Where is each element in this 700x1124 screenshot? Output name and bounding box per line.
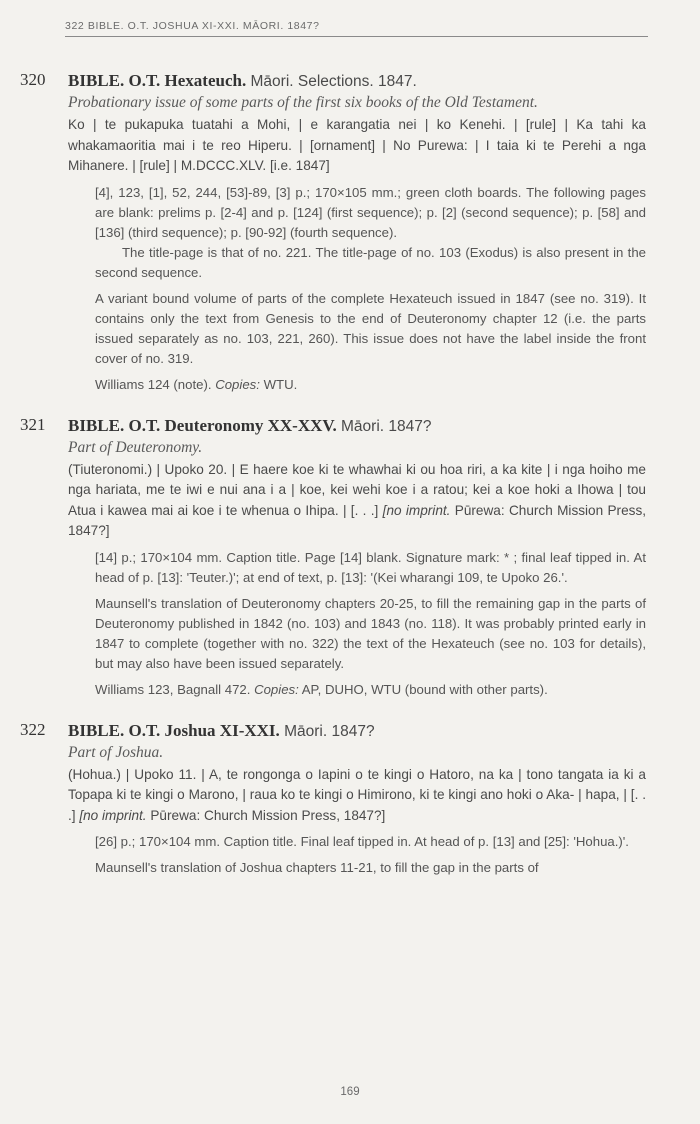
translation-note: Maunsell's translation of Deuteronomy chapters 20-25, to fill the remaining gap in the parts of Deuteronomy published in 1842 (no. 103) and 1843 (no. 118). It was probably printed early in 1847 to complete (together with no. 322) the text of the Hexateuch (see no. 103 for details), but may also have been issued separately. bbox=[95, 595, 646, 671]
entries bbox=[0, 70, 700, 898]
entry-heading bbox=[68, 70, 646, 93]
title-page-note: The title-page is that of no. 221. The title-page of no. 103 (Exodus) is also present in the second sequence. bbox=[95, 244, 646, 280]
no-imprint-label: [no imprint. bbox=[75, 807, 147, 823]
refs-text: Williams 123, Bagnall 472. bbox=[95, 681, 251, 697]
title-transcription bbox=[68, 460, 646, 542]
entry-body bbox=[68, 415, 646, 700]
entry-number: 321 bbox=[20, 414, 46, 434]
entry-subtitle: Part of Deuteronomy. bbox=[68, 438, 203, 456]
collation-note: [14] p.; 170×104 mm. Caption title. Page [14] blank. Signature mark: * ; final leaf tipped in. At head of p. [13]: 'Teuter.)'; at end of text, p. [13]: '(Kei wharangi 109, te Upoko 26.'. bbox=[95, 549, 646, 585]
entry-heading bbox=[68, 720, 646, 743]
variant-note: A variant bound volume of parts of the complete Hexateuch issued in 1847 (see no. 319). It contains only the text from Genesis to the end of Deuteronomy chapter 12 (i.e. the parts issued separately as no. 103, 221, 260). This issue does not have the label inside the front cover of no. 319. bbox=[95, 290, 646, 366]
entry-number: 322 bbox=[20, 719, 46, 739]
entry-title: BIBLE. O.T. Hexateuch. bbox=[68, 71, 247, 90]
imprint-text: Pūrewa: Church Mission Press, 1847?] bbox=[68, 502, 647, 538]
entry-321 bbox=[0, 415, 700, 700]
copies-list: WTU. bbox=[259, 376, 298, 392]
no-imprint-label: [no imprint. bbox=[378, 502, 451, 518]
refs-text: Williams 124 (note). bbox=[95, 376, 212, 392]
entry-title: BIBLE. O.T. Joshua XI-XXI. bbox=[68, 720, 280, 740]
entry-title-rest: Māori. 1847? bbox=[336, 417, 432, 435]
entry-subtitle: Part of Joshua. bbox=[68, 743, 164, 761]
title-transcription bbox=[68, 765, 646, 827]
copies-label: Copies: bbox=[254, 681, 299, 697]
entry-body bbox=[68, 70, 646, 395]
entry-title: BIBLE. O.T. Deuteronomy XX-XXV. bbox=[68, 415, 337, 435]
entry-number: 320 bbox=[20, 70, 46, 89]
collation-note: [4], 123, [1], 52, 244, [53]-89, [3] p.; 170×105 mm.; green cloth boards. The following pages are blank: prelims p. [2-4] and p. [124] (first sequence); p. [2] (second sequence); p. [58] and [136] (third sequence); p. [90-92] (fourth sequence). bbox=[95, 184, 646, 240]
entry-title-rest: Māori. Selections. 1847. bbox=[246, 73, 417, 90]
entry-body bbox=[68, 720, 646, 879]
entry-heading bbox=[68, 415, 646, 438]
title-transcription: Ko | te pukapuka tuatahi a Mohi, | e karangatia nei | ko Kenehi. | [rule] | Ka tahi ka whakamaoritia mai i te reo Hiperu. | [ornament] | No Purewa: | I taia ki te Perehi a nga Mihanere. | [rule] | M.DCCC.XLV. [i.e. 1847] bbox=[68, 117, 646, 173]
running-head: 322 BIBLE. O.T. JOSHUA XI-XXI. MĀORI. 1847? bbox=[65, 20, 648, 37]
transcription-text: (Hohua.) | Upoko 11. | A, te rongonga o Iapini o te kingi o Hatoro, na ka | tono tangata ia ki a Topapa ki te kingi o Marono, | raua ko te kingi o Himirono, ki te kingi ano hoki o Aka- | hapa, | [. . .] bbox=[68, 766, 646, 823]
entry-title-rest: Māori. 1847? bbox=[279, 722, 375, 740]
references bbox=[95, 680, 646, 700]
entry-322 bbox=[0, 720, 700, 879]
imprint-text: Pūrewa: Church Mission Press, 1847?] bbox=[146, 807, 386, 823]
copies-label: Copies: bbox=[215, 376, 260, 392]
entry-320 bbox=[0, 70, 700, 395]
entry-subtitle: Probationary issue of some parts of the first six books of the Old Testament. bbox=[68, 94, 538, 111]
transcription-text: (Tiuteronomi.) | Upoko 20. | E haere koe ki te whawhai ki ou hoa riri, a ka kite | i nga hoiho me nga hariata, me te iwi e nui ana i a | koe, kei wehi koe i a ratou; kei a koe hoki a Ihowa | tou Atua i kawea mai ai koe i te whenua o Ihipa. | [. . .] bbox=[68, 461, 646, 518]
page-number: 169 bbox=[340, 1086, 360, 1098]
translation-note: Maunsell's translation of Joshua chapters 11-21, to fill the gap in the parts of bbox=[95, 860, 539, 875]
collation-note: [26] p.; 170×104 mm. Caption title. Final leaf tipped in. At head of p. [13] and [25]: 'Hohua.)'. bbox=[95, 834, 629, 849]
references bbox=[95, 375, 646, 395]
copies-list: AP, DUHO, WTU (bound with other parts). bbox=[298, 681, 548, 697]
